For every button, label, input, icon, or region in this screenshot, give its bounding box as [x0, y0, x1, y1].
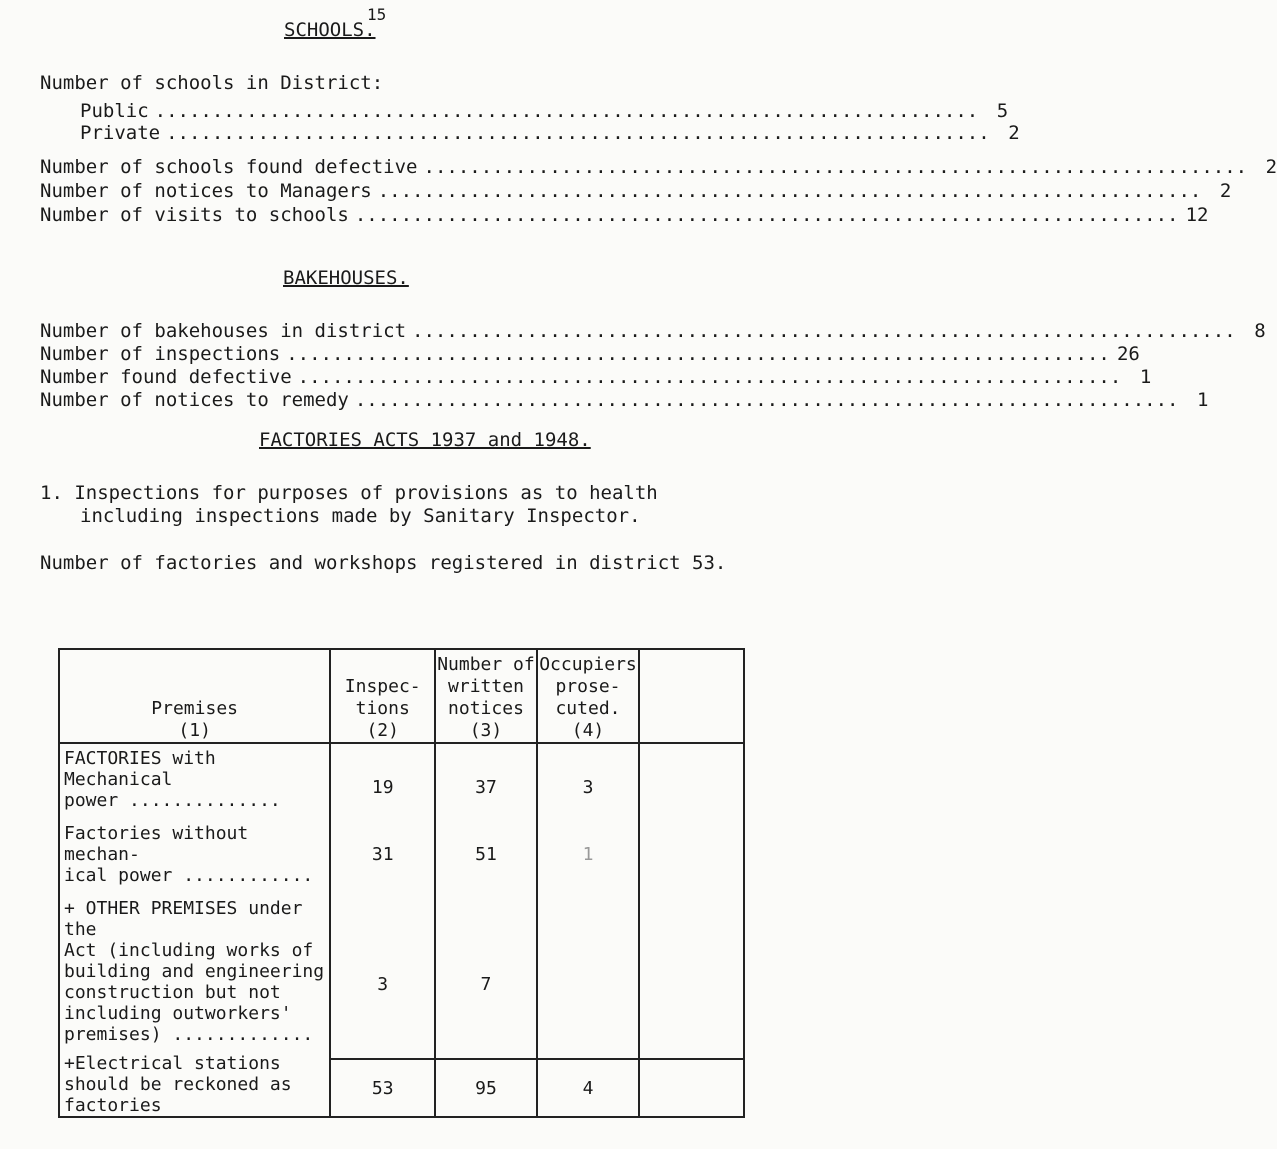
leader-dots: ........................................................................: [377, 180, 1202, 202]
notices-value: 37: [475, 777, 497, 798]
leader-dots: ........................................................................: [423, 156, 1248, 178]
header-premises: [59, 649, 330, 743]
notices-value: 7: [480, 974, 492, 995]
schools-heading: SCHOOLS.: [284, 19, 376, 41]
inspections-value: 3: [377, 974, 389, 995]
schools-visits-row: [40, 204, 1209, 228]
header-occupiers: [537, 649, 639, 743]
header-label: tions: [355, 698, 410, 719]
bakehouses-count-row: [40, 320, 1266, 344]
prosecuted-value: 1: [582, 844, 594, 865]
factories-table: [58, 648, 745, 1118]
header-inspections: [330, 649, 435, 743]
row-value: 2: [1008, 122, 1020, 144]
leader-dots: ........................................................................: [166, 122, 990, 144]
header-notices: [435, 649, 537, 743]
premises-line: FACTORIES with Mechanical: [64, 748, 216, 790]
premises-line: ical power ............: [64, 865, 314, 886]
header-number: (3): [469, 720, 503, 741]
inspections-value: 19: [371, 777, 394, 798]
footnote-line: factories: [64, 1095, 162, 1116]
premises-text: ical power: [64, 865, 173, 886]
row-value: 1: [1197, 389, 1209, 411]
header-label: written: [448, 676, 524, 697]
row-label: Private: [80, 122, 161, 144]
notices-cell: [435, 743, 537, 1059]
row-value: 2: [1265, 156, 1277, 178]
leader-dots: ........................................................................: [354, 389, 1179, 411]
row-label: Number of bakehouses in district: [40, 320, 407, 342]
leader-dots: ........................................................................: [412, 320, 1236, 342]
premises-line: construction but not: [64, 982, 281, 1003]
factories-item1-line2: including inspections made by Sanitary Inspector.: [80, 505, 641, 527]
row-value: 2: [1219, 180, 1232, 202]
leader-dots: ........................................................................: [286, 343, 1110, 365]
total-notices: 95: [435, 1059, 537, 1117]
total-prosecuted: 4: [537, 1059, 639, 1117]
inspections-value: 31: [371, 844, 394, 865]
premises-line: Factories without mechan-: [64, 823, 249, 865]
row-label: Number of schools found defective: [40, 156, 418, 178]
leader-dots: ........................................................................: [354, 204, 1179, 226]
header-label: notices: [448, 698, 524, 719]
schools-public-row: [80, 100, 1009, 124]
factories-registered: Number of factories and workshops registered in district 53.: [40, 552, 727, 574]
factories-item1-line1: 1. Inspections for purposes of provisions as to health: [40, 482, 658, 504]
table-body-row: [59, 743, 744, 1059]
footnote-line: should be reckoned as: [64, 1074, 292, 1095]
schools-count-label: Number of schools in District:: [40, 72, 384, 94]
prosecuted-value: 3: [582, 777, 594, 798]
row-value: 8: [1254, 320, 1266, 342]
header-label: Number of: [437, 654, 535, 675]
row-value: 1: [1139, 366, 1152, 388]
total-inspections: 53: [330, 1059, 435, 1117]
schools-notices-row: [40, 180, 1232, 204]
leader-dots: ........................................................................: [297, 366, 1122, 388]
prosecuted-cell: [537, 743, 639, 1059]
bakehouses-notices-row: [40, 389, 1209, 413]
bakehouses-inspections-row: [40, 343, 1140, 367]
premises-line: Act (including works of: [64, 940, 314, 961]
header-number: (2): [366, 720, 399, 741]
header-label: prose-: [555, 676, 621, 697]
header-spare: [639, 649, 744, 743]
header-number: (4): [571, 720, 605, 741]
schools-defective-row: [40, 156, 1277, 180]
premises-line: premises) .............: [64, 1024, 314, 1045]
bakehouses-defective-row: [40, 366, 1152, 390]
premises-text: premises): [64, 1024, 162, 1045]
premises-line: power ..............: [64, 790, 281, 811]
row-value: 26: [1116, 343, 1140, 365]
leader-dots: ........................................................................: [154, 100, 979, 122]
row-label: Number of notices to remedy: [40, 389, 349, 411]
premises-line: including outworkers': [64, 1003, 292, 1024]
occupiers-cell: [639, 743, 744, 1059]
premises-line: + OTHER PREMISES under the: [64, 898, 303, 940]
premises-line: building and engineering: [64, 961, 325, 982]
total-occupiers: [639, 1059, 744, 1117]
header-label: cuted.: [555, 698, 621, 719]
row-label: Number of visits to schools: [40, 204, 349, 226]
table-header-row: [59, 649, 744, 743]
premises-text: power: [64, 790, 119, 811]
page-number: 15: [367, 5, 387, 24]
header-label: Premises: [151, 698, 238, 719]
row-value: 5: [996, 100, 1009, 122]
footnote-line: +Electrical stations: [64, 1053, 281, 1074]
row-label: Number of inspections: [40, 343, 281, 365]
notices-value: 51: [475, 844, 497, 865]
row-label: Public: [80, 100, 149, 122]
header-label: Occupiers: [539, 654, 637, 675]
row-label: Number found defective: [40, 366, 292, 388]
premises-cell: [59, 743, 330, 1117]
inspections-cell: [330, 743, 435, 1059]
row-value: 12: [1185, 204, 1209, 226]
factories-heading: FACTORIES ACTS 1937 and 1948.: [259, 429, 591, 451]
row-label: Number of notices to Managers: [40, 180, 372, 202]
header-label: Inspec-: [344, 676, 421, 697]
schools-private-row: [80, 122, 1020, 146]
header-number: (1): [178, 720, 211, 741]
bakehouses-heading: BAKEHOUSES.: [283, 267, 409, 289]
